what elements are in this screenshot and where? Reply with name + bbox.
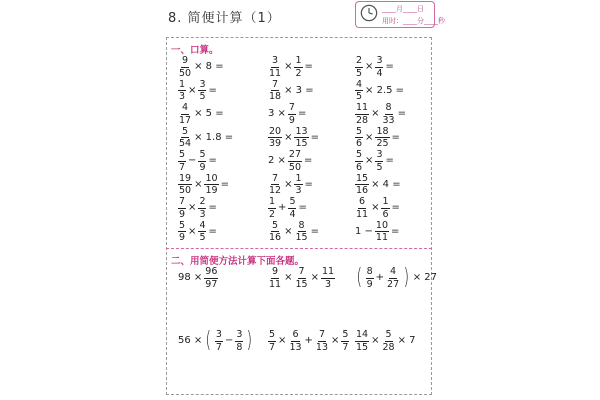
denominator: 18 [269, 91, 282, 102]
fraction [341, 330, 349, 352]
operator: × 4 = [371, 178, 401, 190]
denominator: 27 [387, 278, 400, 290]
numerator: 5 [199, 149, 206, 160]
denominator: 6 [382, 208, 389, 220]
fraction [355, 56, 363, 78]
operator: 98 × [178, 272, 203, 283]
numerator: 27 [288, 149, 302, 160]
denominator: 15 [295, 278, 308, 290]
numerator: 14 [356, 329, 369, 340]
operator: 3 × [268, 108, 286, 119]
fraction [178, 221, 186, 243]
fraction [355, 174, 369, 196]
denominator: 12 [269, 185, 282, 196]
operator: 2 × [268, 155, 286, 166]
simplify-problem [355, 267, 437, 289]
denominator: 28 [382, 341, 395, 353]
numerator: 1 [382, 196, 389, 207]
operator: = [304, 178, 313, 190]
operator: = [391, 202, 400, 213]
operator: + [304, 335, 313, 346]
fraction [235, 330, 243, 352]
numerator: 8 [298, 219, 305, 231]
numerator: 5 [179, 149, 186, 160]
operator: × [331, 335, 340, 346]
simplify-problem [178, 330, 254, 352]
clock-icon [360, 4, 378, 22]
denominator: 15 [356, 341, 369, 353]
numerator: 10 [375, 219, 389, 231]
denominator: 9 [366, 278, 373, 290]
operator: 56 × [178, 335, 203, 346]
operator: × [188, 84, 197, 96]
denominator: 2 [269, 208, 276, 220]
operator: × [371, 202, 380, 213]
numerator: 96 [205, 266, 218, 277]
denominator: 5 [199, 91, 206, 102]
denominator: 9 [179, 208, 186, 220]
denominator: 15 [295, 138, 308, 149]
denominator: 8 [236, 341, 243, 353]
denominator: 5 [199, 232, 206, 243]
fraction [355, 330, 369, 352]
oral-problem [268, 197, 307, 219]
fraction [366, 267, 374, 289]
numerator: 19 [179, 172, 192, 184]
fraction [198, 80, 206, 102]
fraction [268, 330, 276, 352]
denominator: 11 [375, 232, 389, 243]
denominator: 11 [269, 67, 282, 79]
operator: × [188, 202, 197, 213]
denominator: 19 [205, 185, 218, 196]
operator: = [298, 202, 307, 213]
numerator: 5 [272, 219, 279, 231]
denominator: 11 [269, 278, 282, 290]
oral-problem [355, 221, 399, 243]
numerator: 1 [179, 78, 186, 90]
denominator: 9 [199, 161, 206, 173]
denominator: 50 [179, 67, 192, 79]
operator: × 27 [412, 272, 438, 283]
fraction [268, 127, 282, 149]
operator: + [375, 272, 385, 283]
section1-heading: 一、口算。 [171, 45, 219, 56]
denominator: 5 [376, 161, 383, 173]
oral-problem [355, 80, 404, 102]
fraction [268, 267, 282, 289]
operator: = [208, 84, 217, 96]
oral-problem [268, 221, 319, 243]
numerator: 3 [215, 329, 222, 340]
fraction [178, 197, 186, 219]
operator: × [278, 335, 287, 346]
simplify-problem [178, 267, 218, 289]
numerator: 1 [295, 172, 302, 184]
numerator: 4 [356, 78, 363, 90]
fraction [178, 80, 186, 102]
parenthesis: ) [246, 328, 253, 353]
oral-problem [268, 150, 312, 172]
denominator: 4 [289, 208, 296, 220]
numerator: 11 [321, 266, 335, 277]
denominator: 16 [269, 232, 282, 243]
operator: + [278, 202, 287, 213]
numerator: 5 [385, 329, 392, 340]
denominator: 16 [356, 185, 369, 196]
fraction [268, 56, 282, 78]
numerator: 2 [356, 55, 363, 66]
denominator: 3 [295, 185, 302, 196]
denominator: 6 [356, 138, 363, 149]
oral-problem [178, 150, 217, 172]
fraction [375, 127, 389, 149]
simplify-problem [355, 330, 416, 352]
operator: × 1.8 = [194, 131, 234, 143]
parenthesis: ( [356, 265, 363, 290]
oral-problem [178, 127, 233, 149]
fraction [215, 330, 223, 352]
section-divider [166, 248, 432, 249]
denominator: 28 [356, 114, 369, 126]
parenthesis: ( [205, 328, 212, 353]
numerator: 3 [199, 78, 206, 90]
operator: = [304, 155, 313, 166]
numerator: 8 [366, 266, 373, 277]
fraction [381, 330, 395, 352]
denominator: 25 [376, 138, 389, 149]
operator: × [365, 131, 374, 143]
date-field: ____月____日 [382, 5, 424, 13]
oral-problem [268, 80, 314, 102]
operator: × [284, 131, 293, 143]
operator: = [391, 225, 400, 237]
operator: = [208, 225, 217, 237]
numerator: 5 [289, 196, 296, 207]
operator: = [304, 61, 313, 72]
fraction [386, 267, 400, 289]
operator: × [284, 61, 293, 72]
numerator: 5 [182, 125, 189, 137]
denominator: 3 [324, 278, 332, 290]
numerator: 11 [356, 102, 369, 113]
fraction [198, 221, 206, 243]
denominator: 3 [199, 208, 206, 220]
denominator: 50 [288, 161, 302, 173]
numerator: 20 [269, 125, 282, 137]
numerator: 4 [390, 266, 397, 277]
operator: × 3 = [284, 84, 314, 96]
operator: − [188, 155, 197, 166]
fraction [198, 150, 206, 172]
time-field: 用时：____分____秒 [382, 17, 445, 25]
denominator: 4 [376, 67, 383, 79]
numerator: 5 [356, 125, 363, 137]
fraction [375, 56, 383, 78]
denominator: 11 [356, 208, 369, 220]
numerator: 7 [272, 78, 279, 90]
fraction [288, 103, 296, 125]
fraction [355, 150, 363, 172]
operator: = [208, 202, 217, 213]
denominator: 2 [295, 67, 302, 79]
oral-problem [355, 150, 394, 172]
numerator: 7 [179, 196, 186, 207]
denominator: 6 [356, 161, 363, 173]
numerator: 4 [199, 219, 206, 231]
denominator: 7 [342, 341, 349, 353]
operator: = [220, 178, 229, 190]
oral-problem [268, 56, 313, 78]
operator: × [284, 178, 293, 190]
oral-problem [178, 80, 217, 102]
numerator: 1 [269, 196, 276, 207]
fraction [321, 267, 335, 289]
denominator: 13 [289, 341, 302, 353]
fraction [381, 103, 395, 125]
fraction [381, 197, 389, 219]
numerator: 8 [385, 102, 392, 113]
denominator: 7 [215, 341, 222, 353]
oral-problem [178, 56, 224, 78]
fraction [178, 103, 192, 125]
fraction [294, 56, 302, 78]
fraction [375, 221, 389, 243]
oral-problem [355, 127, 400, 149]
operator: × [284, 225, 293, 237]
numerator: 7 [288, 102, 295, 113]
oral-problem [178, 197, 217, 219]
operator: = [391, 131, 400, 143]
numerator: 9 [272, 266, 279, 277]
operator: = [297, 108, 307, 119]
denominator: 3 [179, 91, 186, 102]
operator: × [365, 61, 374, 72]
simplify-problem [268, 267, 335, 289]
page-title: 8. 简便计算（1） [168, 11, 281, 26]
fraction [204, 174, 218, 196]
operator: = [310, 131, 319, 143]
fraction [375, 150, 383, 172]
numerator: 13 [295, 125, 308, 137]
operator: × [194, 178, 203, 190]
fraction [178, 127, 192, 149]
denominator: 9 [288, 114, 295, 126]
operator: × [310, 272, 319, 283]
fraction [355, 127, 363, 149]
fraction [178, 150, 186, 172]
numerator: 7 [272, 172, 279, 184]
fraction [294, 267, 308, 289]
denominator: 17 [179, 114, 192, 126]
operator: = [385, 155, 394, 166]
oral-problem [178, 221, 217, 243]
numerator: 3 [236, 329, 243, 340]
denominator: 7 [269, 341, 276, 353]
denominator: 54 [179, 138, 192, 149]
denominator: 5 [356, 67, 363, 79]
denominator: 39 [269, 138, 282, 149]
numerator: 18 [376, 125, 389, 137]
operator: × [371, 108, 380, 119]
numerator: 5 [342, 329, 349, 340]
operator: × 5 = [194, 108, 224, 119]
fraction [178, 174, 192, 196]
numerator: 3 [376, 149, 383, 160]
fraction [268, 221, 282, 243]
operator: = [310, 225, 319, 237]
denominator: 13 [315, 341, 329, 353]
oral-problem [178, 103, 224, 125]
numerator: 1 [295, 55, 302, 66]
oral-problem [355, 174, 401, 196]
denominator: 15 [295, 232, 308, 243]
numerator: 6 [292, 329, 299, 340]
oral-problem [355, 197, 400, 219]
fraction [355, 103, 369, 125]
oral-problem [355, 56, 394, 78]
fraction [204, 267, 218, 289]
fraction [268, 80, 282, 102]
denominator: 33 [382, 114, 395, 126]
operator: = [208, 155, 217, 166]
fraction [355, 80, 363, 102]
oral-problem [268, 127, 319, 149]
numerator: 5 [269, 329, 276, 340]
numerator: 15 [356, 172, 369, 184]
fraction [355, 197, 369, 219]
fraction [288, 330, 302, 352]
fraction [268, 174, 282, 196]
numerator: 7 [318, 329, 325, 340]
operator: = [385, 61, 394, 72]
operator: − [224, 335, 234, 346]
numerator: 5 [356, 149, 363, 160]
denominator: 97 [205, 278, 218, 290]
simplify-problem [268, 330, 349, 352]
numerator: 9 [182, 55, 189, 66]
numerator: 6 [359, 196, 366, 207]
numerator: 3 [376, 55, 383, 66]
denominator: 9 [179, 232, 186, 243]
operator: × 7 [397, 335, 416, 346]
numerator: 7 [298, 266, 305, 277]
operator: × [284, 272, 293, 283]
parenthesis: ) [403, 265, 410, 290]
operator: × 2.5 = [365, 84, 405, 96]
oral-problem [355, 103, 406, 125]
oral-problem [268, 103, 306, 125]
fraction [294, 221, 308, 243]
operator: × [365, 155, 374, 166]
numerator: 4 [182, 102, 189, 113]
numerator: 2 [199, 196, 206, 207]
denominator: 7 [179, 161, 186, 173]
fraction [178, 56, 192, 78]
numerator: 10 [205, 172, 218, 184]
fraction [288, 197, 296, 219]
numerator: 3 [272, 55, 279, 66]
oral-problem [268, 174, 313, 196]
operator: 1 − [355, 225, 373, 237]
fraction [198, 197, 206, 219]
fraction [294, 127, 308, 149]
fraction [268, 197, 276, 219]
oral-problem [178, 174, 229, 196]
operator: = [397, 108, 406, 119]
fraction [288, 150, 302, 172]
section2-heading: 二、用简便方法计算下面各题。 [171, 256, 305, 267]
operator: × [371, 335, 380, 346]
denominator: 5 [356, 91, 363, 102]
operator: × [188, 225, 197, 237]
operator: × 8 = [194, 61, 224, 72]
numerator: 5 [179, 219, 186, 231]
fraction [294, 174, 302, 196]
fraction [315, 330, 329, 352]
denominator: 50 [179, 185, 192, 196]
